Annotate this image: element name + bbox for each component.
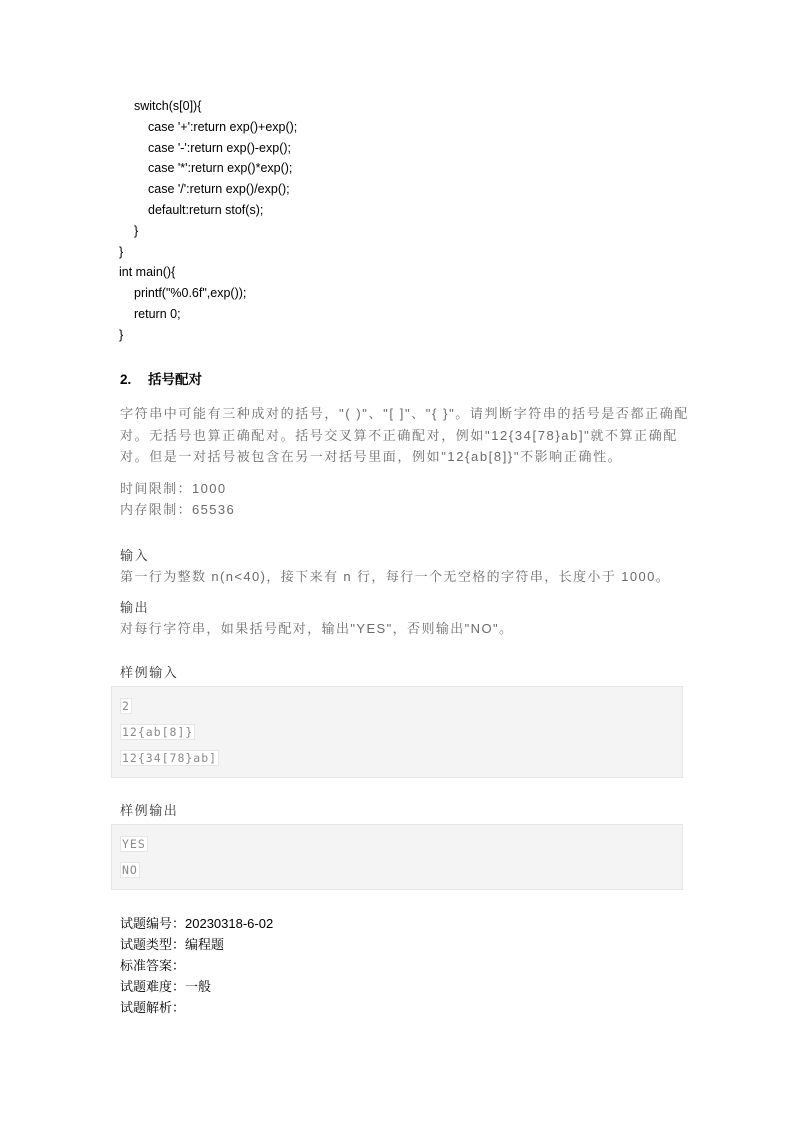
section-title: 括号配对 [148, 372, 202, 387]
output-label: 输出 [120, 600, 150, 615]
code-line: case '-':return exp()-exp(); [148, 140, 292, 155]
code-line: switch(s[0]){ [134, 99, 202, 113]
problem-description [120, 403, 689, 468]
sample-output-label: 样例输出 [120, 803, 179, 818]
code-block [119, 96, 297, 346]
section-number: 2. [120, 372, 132, 387]
question-type: 试题类型：编程题 [120, 937, 225, 952]
sample-input-label: 样例输入 [120, 665, 179, 680]
code-line: case '+':return exp()+exp(); [148, 119, 298, 134]
sample-input-line: 12{34[78}ab] [122, 751, 218, 765]
code-line: return 0; [134, 306, 181, 321]
code-line: } [134, 223, 139, 238]
code-line: case '/':return exp()/exp(); [148, 182, 290, 197]
section-heading [120, 368, 202, 388]
memory-limit: 内存限制：65536 [120, 502, 236, 517]
output-description: 对每行字符串，如果括号配对，输出"YES"，否则输出"NO"。 [120, 621, 514, 636]
input-description: 第一行为整数 n(n<40)，接下来有 n 行，每行一个无空格的字符串，长度小于 1000。 [120, 569, 671, 584]
description-line: 字符串中可能有三种成对的括号，"( )"、"[ ]"、"{ }"。请判断字符串的括号是否都正确配 [120, 406, 689, 421]
code-line: int main(){ [119, 265, 176, 280]
input-label: 输入 [120, 548, 150, 563]
sample-output-line: YES [122, 837, 146, 851]
question-meta [120, 913, 273, 1018]
code-line: printf("%0.6f",exp()); [134, 286, 247, 301]
code-line: case '*':return exp()*exp(); [148, 161, 293, 176]
code-line: default:return stof(s); [148, 202, 264, 217]
code-line: } [119, 327, 124, 342]
sample-input-box [111, 686, 683, 778]
description-line: 对。但是一对括号被包含在另一对括号里面，例如"12{ab[8]}"不影响正确性。 [120, 449, 623, 464]
standard-answer: 标准答案： [120, 958, 186, 973]
sample-output-line: NO [122, 863, 138, 877]
question-analysis: 试题解析： [120, 1000, 186, 1015]
question-difficulty: 试题难度：一般 [120, 979, 212, 994]
sample-input-line: 12{ab[8]} [122, 725, 194, 739]
time-limit: 时间限制：1000 [120, 481, 227, 496]
limits [120, 478, 235, 520]
code-line: } [119, 244, 124, 259]
sample-input-line: 2 [122, 699, 130, 713]
description-line: 对。无括号也算正确配对。括号交叉算不正确配对，例如"12{34[78}ab]"就不算正确配 [120, 427, 678, 443]
question-id: 试题编号：20230318-6-02 [120, 916, 274, 931]
sample-output-box [111, 824, 683, 890]
